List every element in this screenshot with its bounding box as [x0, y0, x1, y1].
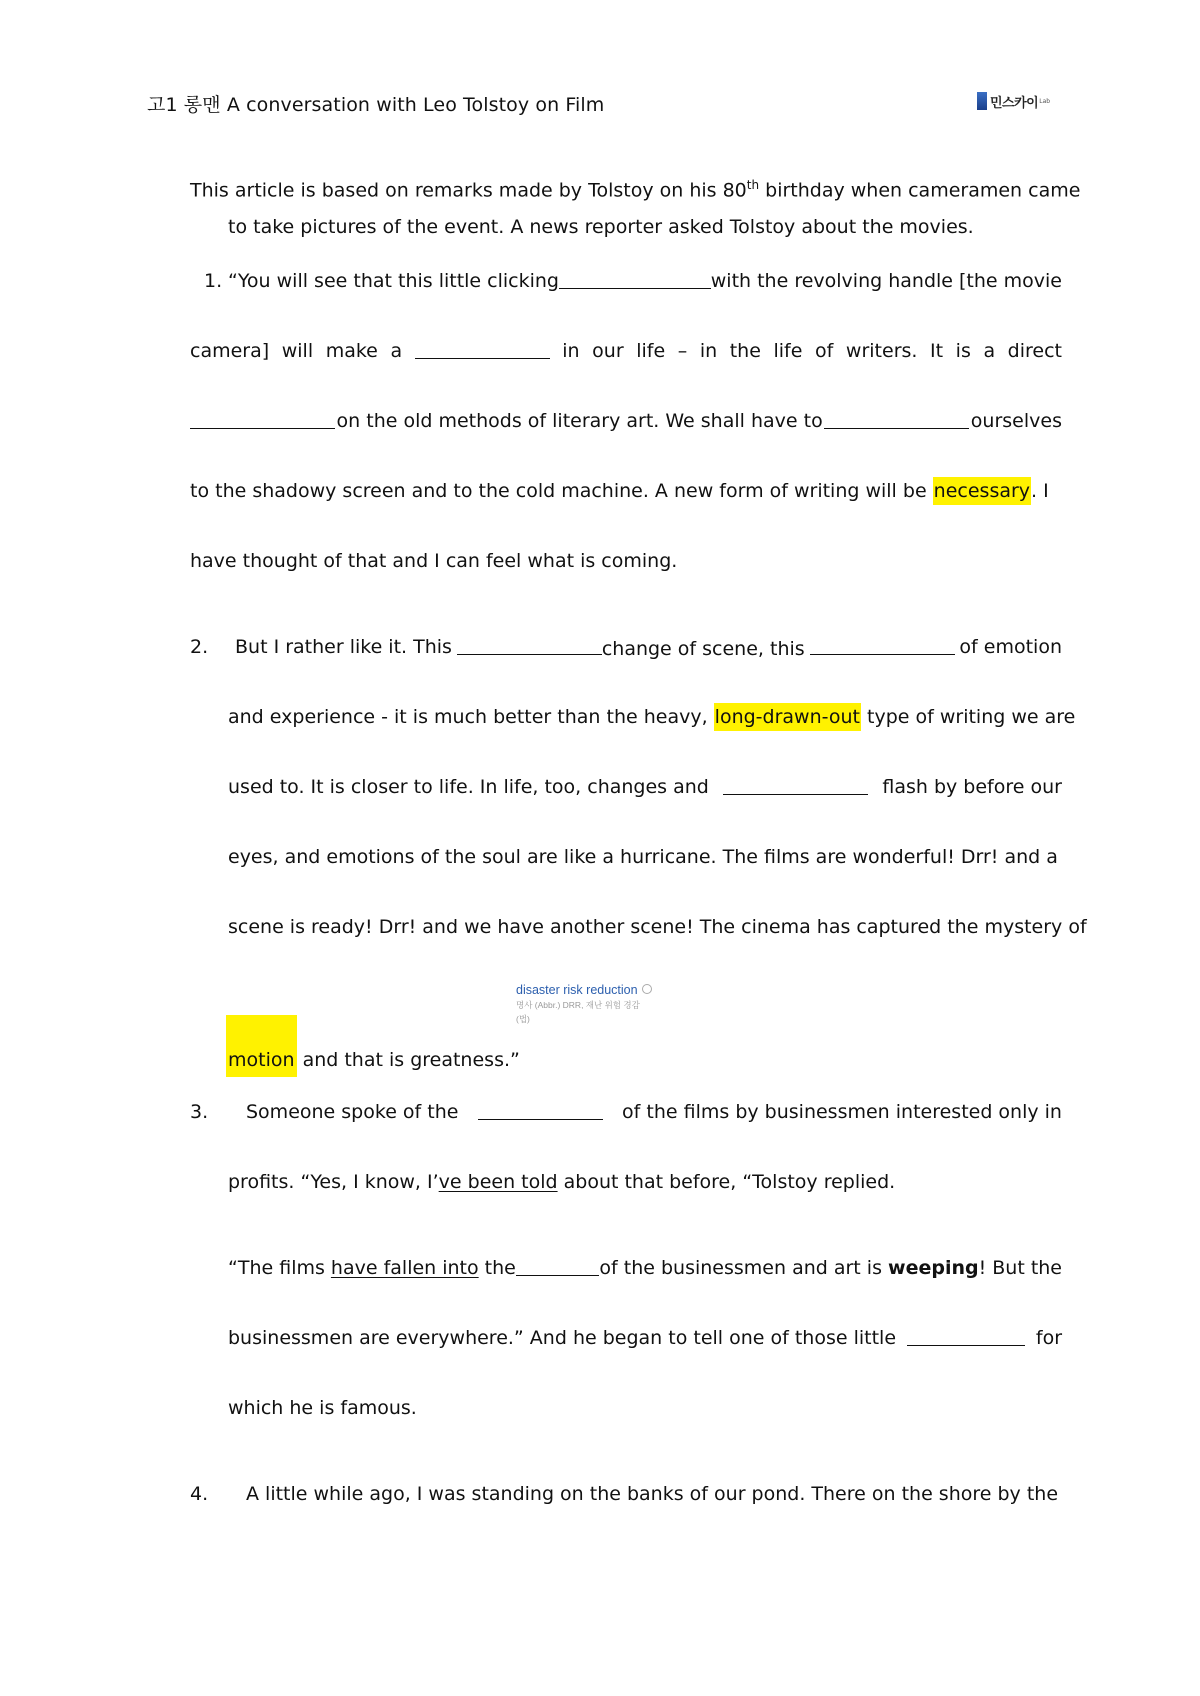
p4-l1-text: A little while ago, I was standing on the banks of our pond. There on the shore by the	[246, 1483, 1059, 1505]
intro-superscript: th	[746, 178, 760, 192]
p1-l2-word: writers.	[845, 340, 918, 362]
p2-line-6	[226, 1015, 520, 1077]
p1-line-1	[228, 270, 1062, 292]
p2-l4-text: eyes, and emotions of the soul are like a hurricane. The films are wonderful! Drr! and a	[228, 846, 1058, 868]
p2-l1-text-a: But I rather like it. This	[235, 636, 452, 658]
p3-line-3	[228, 1257, 1062, 1279]
p3-line-1	[246, 1101, 1062, 1123]
p4-line-1	[246, 1483, 1062, 1505]
dictionary-popup[interactable]	[516, 983, 686, 1025]
p2-line-2	[228, 706, 1076, 728]
intro-text-a: This article is based on remarks made by Tolstoy on his 80	[190, 179, 747, 202]
p1-l2-word: is	[955, 340, 971, 362]
p2-line-5	[228, 916, 1087, 938]
fill-in-blank[interactable]	[457, 636, 602, 655]
paragraph-2-number: 2.	[190, 636, 209, 658]
p2-line-4	[228, 846, 1062, 868]
p3-l1-text-a: Someone spoke of the	[246, 1101, 459, 1123]
p1-line-5: have thought of that and I can feel what is coming.	[190, 550, 678, 572]
popup-definition-extra: (법)	[516, 1014, 530, 1024]
p2-l3-text-a: used to. It is closer to life. In life, too, changes and	[228, 776, 709, 798]
info-icon	[642, 984, 652, 994]
p2-l1-text-c: of emotion	[959, 636, 1062, 658]
p3-l2-text-a: profits. “Yes, I know, I’	[228, 1171, 439, 1193]
fill-in-blank[interactable]	[478, 1101, 603, 1120]
p1-l2-word: direct	[1007, 340, 1062, 362]
p2-l1-text-b: change of scene, this	[601, 638, 805, 660]
p1-l2-word: life	[773, 340, 803, 362]
p3-line-4	[228, 1327, 1062, 1349]
p3-l4-text-a: businessmen are everywhere.” And he began to tell one of those little	[228, 1327, 897, 1349]
p1-l2-word: –	[677, 340, 688, 362]
fill-in-blank[interactable]	[190, 410, 335, 429]
fill-in-blank[interactable]	[810, 636, 955, 655]
intro-line-1	[190, 178, 1081, 202]
p1-l2-word: make	[325, 340, 378, 362]
fill-in-blank[interactable]	[559, 270, 711, 289]
p1-l2-word: camera]	[190, 340, 270, 362]
p3-l3-text-d: ! But the	[978, 1257, 1062, 1279]
p1-l4-text-a: to the shadowy screen and to the cold machine. A new form of writing will be	[190, 480, 933, 502]
p1-l2-word: will	[281, 340, 314, 362]
p1-line-2	[190, 340, 1062, 362]
p3-l3-text-a: “The films	[228, 1257, 331, 1279]
paragraph-4-number: 4.	[190, 1483, 209, 1505]
p1-l4-text-b: . I	[1031, 480, 1049, 502]
p1-l2-word: in	[562, 340, 580, 362]
p2-l3-text-b: flash by before our	[882, 776, 1062, 798]
logo-subtext: Lab	[1039, 97, 1051, 105]
p3-l3-text-b: the	[478, 1257, 516, 1279]
p1-l1-text-a: “You will see that this little clicking	[228, 270, 559, 292]
popup-term[interactable]: disaster risk reduction	[516, 983, 638, 997]
p3-l3-text-c: of the businessmen and art is	[599, 1257, 889, 1279]
p1-l2-word: It	[930, 340, 944, 362]
p1-l2-word: the	[729, 340, 761, 362]
p1-l2-word: a	[390, 340, 403, 362]
p2-l2-text-a: and experience - it is much better than the heavy,	[228, 706, 714, 728]
p1-l3-text-a: on the old methods of literary art. We shall have to	[336, 410, 823, 432]
p1-line-4	[190, 480, 1062, 502]
fill-in-blank[interactable]	[907, 1327, 1025, 1346]
p1-l2-word: of	[815, 340, 834, 362]
fill-in-blank[interactable]	[723, 776, 868, 795]
p1-l2-word: in	[699, 340, 718, 362]
p2-line-3	[228, 776, 1062, 798]
logo-text: 민스카이	[990, 95, 1039, 111]
bold-word-weeping: weeping	[888, 1257, 979, 1279]
p2-l5-text: scene is ready! Drr! and we have another scene! The cinema has captured the mystery of	[228, 916, 1087, 938]
p1-l2-word: a	[983, 340, 996, 362]
underlined-phrase-have-fallen-into: have fallen into	[330, 1257, 479, 1279]
paragraph-3-number: 3.	[190, 1101, 209, 1123]
logo-mark-icon	[977, 92, 987, 110]
p1-l3-text-b: ourselves	[970, 410, 1062, 432]
paragraph-1-number: 1.	[204, 270, 223, 292]
fill-in-blank[interactable]	[516, 1257, 600, 1276]
document-header-title: 고1 롱맨 A conversation with Leo Tolstoy on Film	[147, 94, 605, 116]
highlighted-word-motion: motion	[226, 1015, 297, 1077]
p1-l1-text-b: with the revolving handle [the movie	[710, 270, 1062, 292]
publisher-logo	[977, 88, 1061, 114]
p3-l4-text-b: for	[1035, 1327, 1062, 1349]
p3-line-5: which he is famous.	[228, 1397, 417, 1419]
highlighted-word-long-drawn-out: long-drawn-out	[714, 703, 861, 731]
intro-line-2: to take pictures of the event. A news reporter asked Tolstoy about the movies.	[228, 216, 974, 238]
p1-l2-word: our	[592, 340, 624, 362]
p3-line-2	[228, 1171, 895, 1193]
p2-l2-text-b: type of writing we are	[860, 706, 1076, 728]
underlined-phrase-been-told: ve been told	[438, 1171, 558, 1193]
fill-in-blank[interactable]	[415, 340, 550, 359]
p3-l1-text-b: of the films by businessmen interested only in	[622, 1101, 1062, 1123]
p1-l2-word: life	[636, 340, 666, 362]
p2-line-1	[235, 636, 1062, 660]
p1-line-3	[190, 410, 1062, 432]
popup-definition: 명사 (Abbr.) DRR, 재난 위험 경감	[516, 1000, 640, 1010]
highlighted-word-necessary: necessary	[933, 477, 1031, 505]
p2-l6-text: and that is greatness.”	[296, 1049, 520, 1071]
p3-l2-text-b: about that before, “Tolstoy replied.	[557, 1171, 896, 1193]
fill-in-blank[interactable]	[824, 410, 969, 429]
intro-text-b: birthday when cameramen came	[759, 179, 1081, 202]
